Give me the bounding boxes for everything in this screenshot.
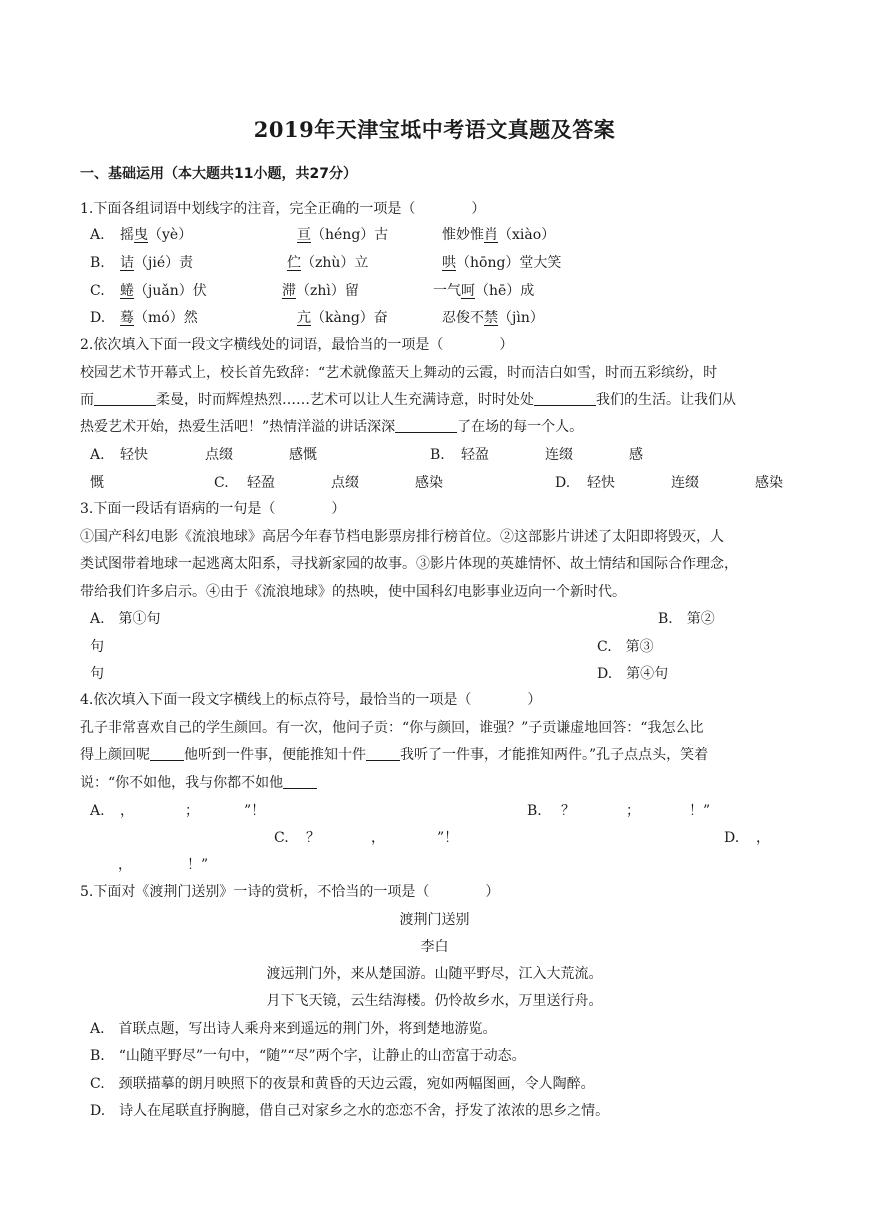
option-letter: A. — [90, 447, 105, 463]
option-mark: ！” — [689, 803, 711, 819]
q2-passage-line: 热爱艺术开始，热爱生活吧！”热情洋溢的讲话深深 了在场的每一个人。 — [80, 419, 584, 435]
word-3: 惟妙惟肖（xiào） — [442, 227, 556, 243]
poem-line: 渡远荆门外，来从楚国游。山随平野尽，江入大荒流。 — [266, 966, 603, 982]
section-heading: 一、基础运用（本大题共11小题，共27分） — [80, 166, 357, 182]
option-word: 慨 — [90, 475, 104, 491]
option-mark: ； — [185, 803, 199, 819]
option-word: 感 — [629, 447, 643, 463]
option-word: 连缀 — [545, 447, 573, 463]
option-letter: B. — [430, 447, 445, 463]
q2-passage-line: 而 柔曼，时而辉煌热烈……艺术可以让人生充满诗意，时时处处 我们的生活。让我们从 — [80, 392, 736, 408]
q4-passage-line: 得上颜回呢 他听到一件事，便能推知十件 我听了一件事，才能推知两件。”孔子点点头，笑着 — [80, 747, 709, 763]
option-word: 点缀 — [205, 447, 233, 463]
word-2: 亘（héng）古 — [297, 227, 389, 243]
option-letter: D. — [724, 830, 740, 846]
word-2: 伫（zhù）立 — [287, 255, 369, 271]
poem-author: 李白 — [420, 939, 449, 955]
option-letter: D. — [555, 475, 571, 491]
word-2: 亢（kàng）奋 — [297, 310, 388, 326]
q3-option-b: B. 第② — [658, 611, 715, 627]
word-1: 诘（jié）责 — [120, 255, 194, 271]
option-word: 感慨 — [289, 447, 317, 463]
option-mark: ！” — [187, 857, 209, 873]
q2-passage-line: 校园艺术节开幕式上，校长首先致辞：“艺术就像蓝天上舞动的云霞，时而洁白如雪，时而五彩缤纷，时 — [80, 365, 718, 381]
fill-blank — [150, 746, 184, 761]
option-mark: ？ — [306, 830, 320, 846]
q3-option-a: A. 第①句 — [90, 611, 161, 627]
q5-option-a: A. 首联点题，写出诗人乘舟来到遥远的荆门外，将到楚地游览。 — [90, 1021, 497, 1037]
word-3: 一气呵（hē）成 — [433, 283, 535, 299]
word-1: 蜷（juǎn）伏 — [120, 283, 207, 299]
q4-stem: 4.依次填入下面一段文字横线上的标点符号，最恰当的一项是（ ） — [80, 692, 542, 708]
page-title: 2019年天津宝坻中考语文真题及答案 — [253, 117, 616, 142]
q3-passage-line: ①国产科幻电影《流浪地球》高居今年春节档电影票房排行榜首位。②这部影片讲述了太阳即将毁灭，人 — [80, 529, 724, 545]
option-word: 轻盈 — [461, 447, 489, 463]
option-mark: ； — [626, 803, 640, 819]
option-mark: ”！ — [437, 830, 459, 846]
fill-blank — [534, 391, 596, 406]
q5-option-d: D. 诗人在尾联直抒胸臆，借自己对家乡之水的恋恋不舍，抒发了浓浓的思乡之情。 — [90, 1103, 610, 1119]
option-letter: B. — [527, 803, 542, 819]
poem-line: 月下飞天镜，云生结海楼。仍怜故乡水，万里送行舟。 — [266, 993, 603, 1009]
fill-blank — [395, 418, 457, 433]
word-3: 哄（hōng）堂大笑 — [442, 255, 562, 271]
option-mark: ， — [756, 830, 770, 846]
word-1: 蓦（mó）然 — [120, 310, 198, 326]
word-1: 摇曳（yè） — [120, 227, 193, 243]
option-letter: C. — [214, 475, 229, 491]
option-word: 轻快 — [587, 475, 615, 491]
option-word: 感染 — [755, 475, 783, 491]
q3-passage-line: 带给我们许多启示。④由于《流浪地球》的热映，使中国科幻电影事业迈向一个新时代。 — [80, 584, 626, 600]
fill-blank — [366, 746, 400, 761]
q3-option-d: D. 第④句 — [597, 666, 669, 682]
option-letter: D. — [90, 310, 106, 326]
fill-blank — [283, 774, 317, 789]
q2-stem: 2.依次填入下面一段文字横线处的词语，最恰当的一项是（ ） — [80, 337, 514, 353]
option-mark: ， — [120, 803, 134, 819]
option-mark: ， — [118, 857, 132, 873]
option-mark: ？ — [561, 803, 575, 819]
option-word: 连缀 — [671, 475, 699, 491]
q5-option-b: B. “山随平野尽”一句中，“随”“尽”两个字，让静止的山峦富于动态。 — [90, 1048, 526, 1064]
option-letter: C. — [90, 283, 105, 299]
option-letter: B. — [90, 255, 105, 271]
q1-stem: 1.下面各组词语中划线字的注音，完全正确的一项是（ ） — [80, 201, 486, 217]
q3-passage-line: 类试图带着地球一起逃离太阳系，寻找新家园的故事。③影片体现的英雄情怀、故土情结和国际合作理念， — [80, 556, 738, 572]
q5-option-c: C. 颈联描摹的朗月映照下的夜景和黄昏的天边云霞，宛如两幅图画，令人陶醉。 — [90, 1076, 595, 1092]
poem-title: 渡荆门送别 — [399, 912, 470, 928]
q4-passage-line: 说：“你不如他，我与你都不如他 — [80, 773, 317, 793]
q3-option-b-tail: 句 — [90, 639, 104, 655]
option-word: 点缀 — [331, 475, 359, 491]
word-2: 滞（zhì）留 — [282, 283, 359, 299]
q5-stem: 5.下面对《渡荆门送别》一诗的赏析，不恰当的一项是（ ） — [80, 884, 500, 900]
fill-blank — [94, 391, 156, 406]
q4-passage-line: 孔子非常喜欢自己的学生颜回。有一次，他问子贡：“你与颜回，谁强？”子贡谦虚地回答：“我怎么比 — [80, 720, 704, 736]
word-3: 忍俊不禁（jìn） — [442, 310, 544, 326]
q3-option-c-tail: 句 — [90, 666, 104, 682]
option-mark: ”！ — [244, 803, 266, 819]
option-letter: C. — [274, 830, 289, 846]
option-word: 轻快 — [120, 447, 148, 463]
q3-option-c: C. 第③ — [597, 639, 654, 655]
q3-stem: 3.下面一段话有语病的一句是（ ） — [80, 501, 346, 517]
option-mark: ， — [371, 830, 385, 846]
option-letter: A. — [90, 227, 105, 243]
option-letter: A. — [90, 803, 105, 819]
option-word: 轻盈 — [247, 475, 275, 491]
option-word: 感染 — [415, 475, 443, 491]
